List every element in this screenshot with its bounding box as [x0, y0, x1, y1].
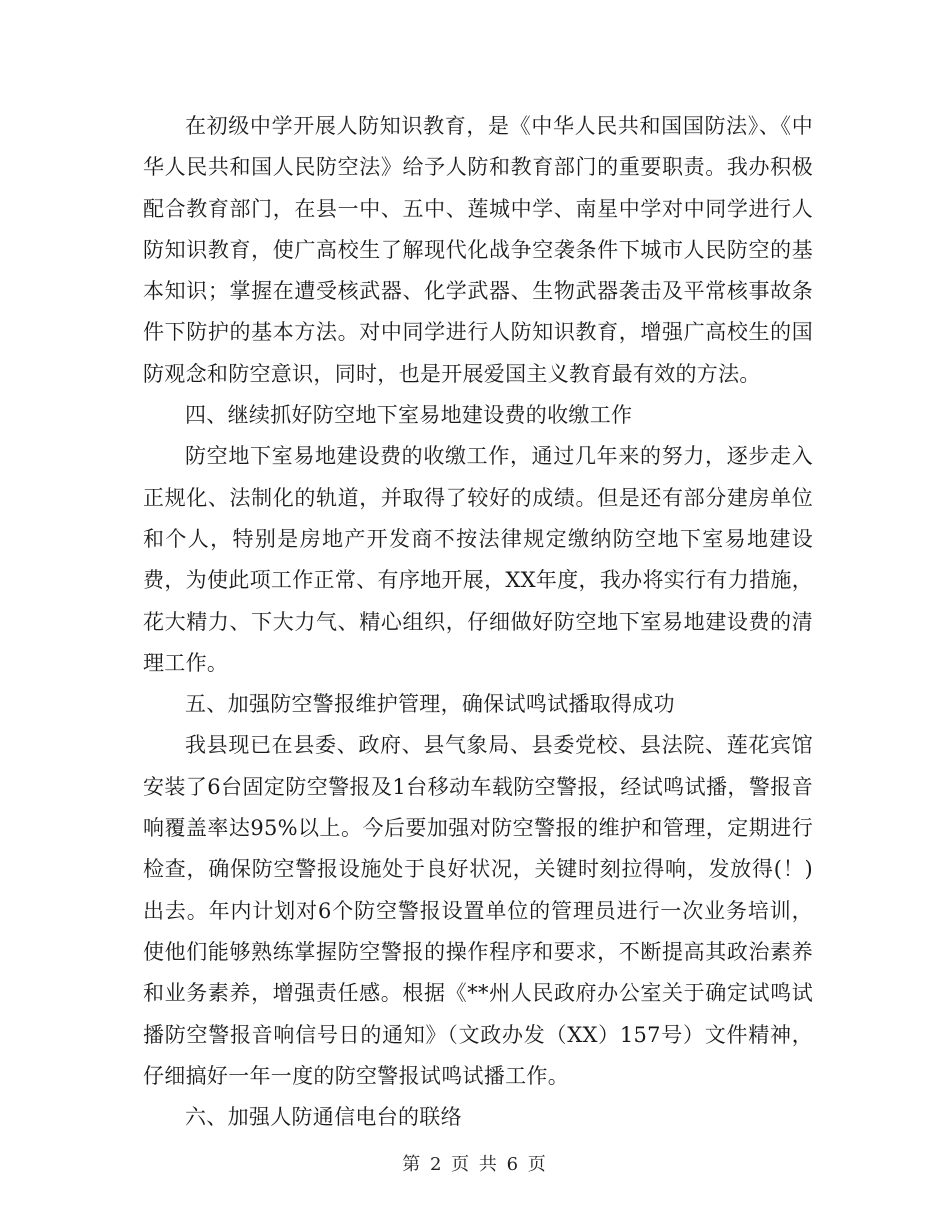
- paragraph: 在初级中学开展人防知识教育，是《中华人民共和国国防法》、《中华人民共和国人民防空法》给予人防和教育部门的重要职责。我办积极配合教育部门，在县一中、五中、莲城中学、南星中学对中同学进行人防知识教育，使广高校生了解现代化战争空袭条件下城市人民防空的基本知识；掌握在遭受核武器、化学武器、生物武器袭击及平常核事故条件下防护的基本方法。对中同学进行人防知识教育，增强广高校生的国防观念和防空意识，同时，也是开展爱国主义教育最有效的方法。: [143, 114, 813, 386]
- paragraph: 我县现已在县委、政府、县气象局、县委党校、县法院、莲花宾馆安装了6台固定防空警报及1台移动车载防空警报，经试鸣试播，警报音响覆盖率达95%以上。今后要加强对防空警报的维护和管理，定期进行检查，确保防空警报设施处于良好状况，关键时刻拉得响，发放得(！)出去。年内计划对6个防空警报设置单位的管理员进行一次业务培训，使他们能够熟练掌握防空警报的操作程序和要求，不断提高其政治素养和业务素养，增强责任感。根据《**州人民政府办公室关于确定试鸣试播防空警报音响信号日的通知》（文政办发（XX）157号）文件精神，仔细搞好一年一度的防空警报试鸣试播工作。: [143, 733, 813, 1088]
- section-heading: 四、继续抓好防空地下室易地建设费的收缴工作: [185, 403, 633, 428]
- document-body: [143, 106, 813, 1138]
- section-heading: 五、加强防空警报维护管理，确保试鸣试播取得成功: [185, 692, 675, 717]
- page-footer: 第 2 页 共 6 页: [402, 1154, 548, 1175]
- section-heading: 六、加强人防通信电台的联络: [185, 1105, 462, 1130]
- paragraph: 防空地下室易地建设费的收缴工作，通过几年来的努力，逐步走入正规化、法制化的轨道，并取得了较好的成绩。但是还有部分建房单位和个人，特别是房地产开发商不按法律规定缴纳防空地下室易地建设费，为使此项工作正常、有序地开展，XX年度，我办将实行有力措施，花大精力、下大力气、精心组织，仔细做好防空地下室易地建设费的清理工作。: [143, 444, 813, 675]
